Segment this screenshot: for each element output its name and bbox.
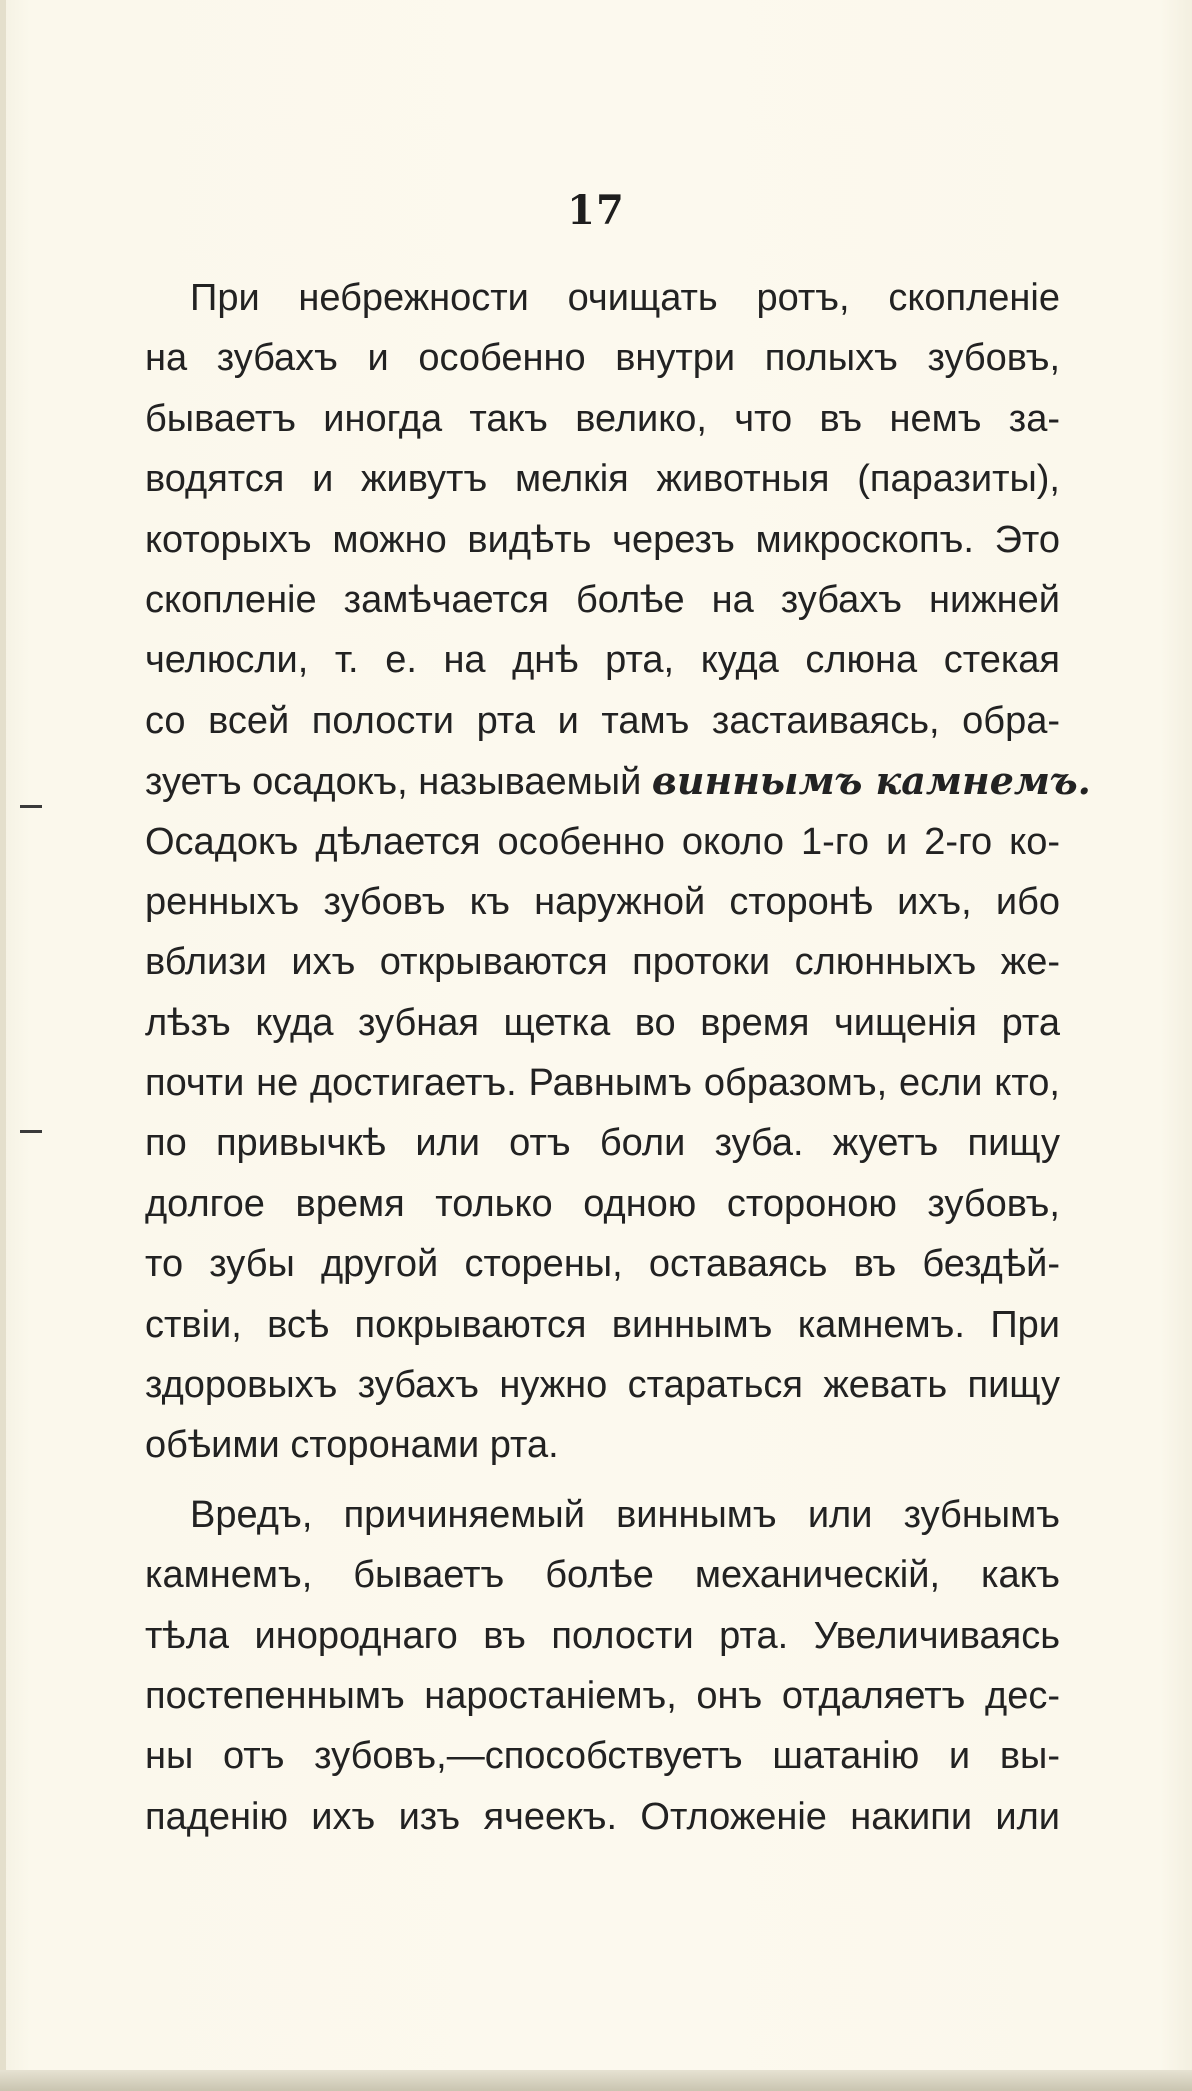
- text-line: камнемъ, бываетъ болѣе механическій, какъ: [145, 1554, 1060, 1597]
- text-line: по привычкѣ или отъ боли зуба. жуетъ пищу: [145, 1122, 1060, 1165]
- text-line: ны отъ зубовъ,—способствуетъ шатанію и вы-: [145, 1735, 1060, 1778]
- text-line: бываетъ иногда такъ велико, что въ немъ за-: [145, 397, 1060, 440]
- text-line: ствіи, всѣ покрываются виннымъ камнемъ. При: [145, 1303, 1060, 1346]
- text-line: тѣла инороднаго въ полости рта. Увеличиваясь: [145, 1614, 1060, 1657]
- text-line: ренныхъ зубовъ къ наружной сторонѣ ихъ, ибо: [145, 880, 1060, 923]
- page-bottom-edge: [0, 2070, 1192, 2091]
- text-line: Осадокъ дѣлается особенно около 1-го и 2-го ко-: [145, 820, 1060, 863]
- text-line: со всей полости рта и тамъ застаиваясь, обра-: [145, 699, 1060, 742]
- text-line: Вредъ, причиняемый виннымъ или зубнымъ: [190, 1493, 1060, 1536]
- text-line: челюсли, т. е. на днѣ рта, куда слюна стекая: [145, 639, 1060, 682]
- page-number: 17: [567, 187, 625, 234]
- text-line: лѣзъ куда зубная щетка во время чищенія рта: [145, 1001, 1060, 1044]
- text-line: здоровыхъ зубахъ нужно стараться жевать пищу: [145, 1364, 1060, 1407]
- text-line: обѣими сторонами рта.: [145, 1424, 559, 1467]
- text-line: постепеннымъ наростаніемъ, онъ отдаляетъ дес-: [145, 1674, 1060, 1717]
- margin-mark: [20, 1130, 42, 1133]
- text-line: вблизи ихъ открываются протоки слюнныхъ же-: [145, 941, 1060, 984]
- body-text: [145, 268, 1091, 1847]
- italic-term: виннымъ камнемъ.: [651, 758, 1091, 804]
- text-line: При небрежности очищать ротъ, скопленіе: [190, 277, 1060, 319]
- text-line: которыхъ можно видѣть черезъ микроскопъ. Это: [145, 518, 1060, 561]
- text-line-with-term: [145, 751, 1091, 811]
- page-left-edge: [0, 0, 6, 2091]
- text-line: на зубахъ и особенно внутри полыхъ зубовъ,: [145, 337, 1060, 380]
- text-line: то зубы другой сторены, оставаясь въ бездѣй-: [145, 1243, 1060, 1286]
- text-fragment: зуетъ осадокъ, называемый: [145, 761, 642, 804]
- margin-mark: [20, 805, 42, 808]
- text-line: водятся и живутъ мелкія животныя (паразиты),: [145, 458, 1060, 501]
- text-line: почти не достигаетъ. Равнымъ образомъ, если кто,: [145, 1062, 1060, 1105]
- text-line: скопленіе замѣчается болѣе на зубахъ нижней: [145, 578, 1060, 621]
- text-line: долгое время только одною стороною зубовъ,: [145, 1182, 1060, 1225]
- text-line: паденію ихъ изъ ячеекъ. Отложеніе накипи или: [145, 1795, 1060, 1838]
